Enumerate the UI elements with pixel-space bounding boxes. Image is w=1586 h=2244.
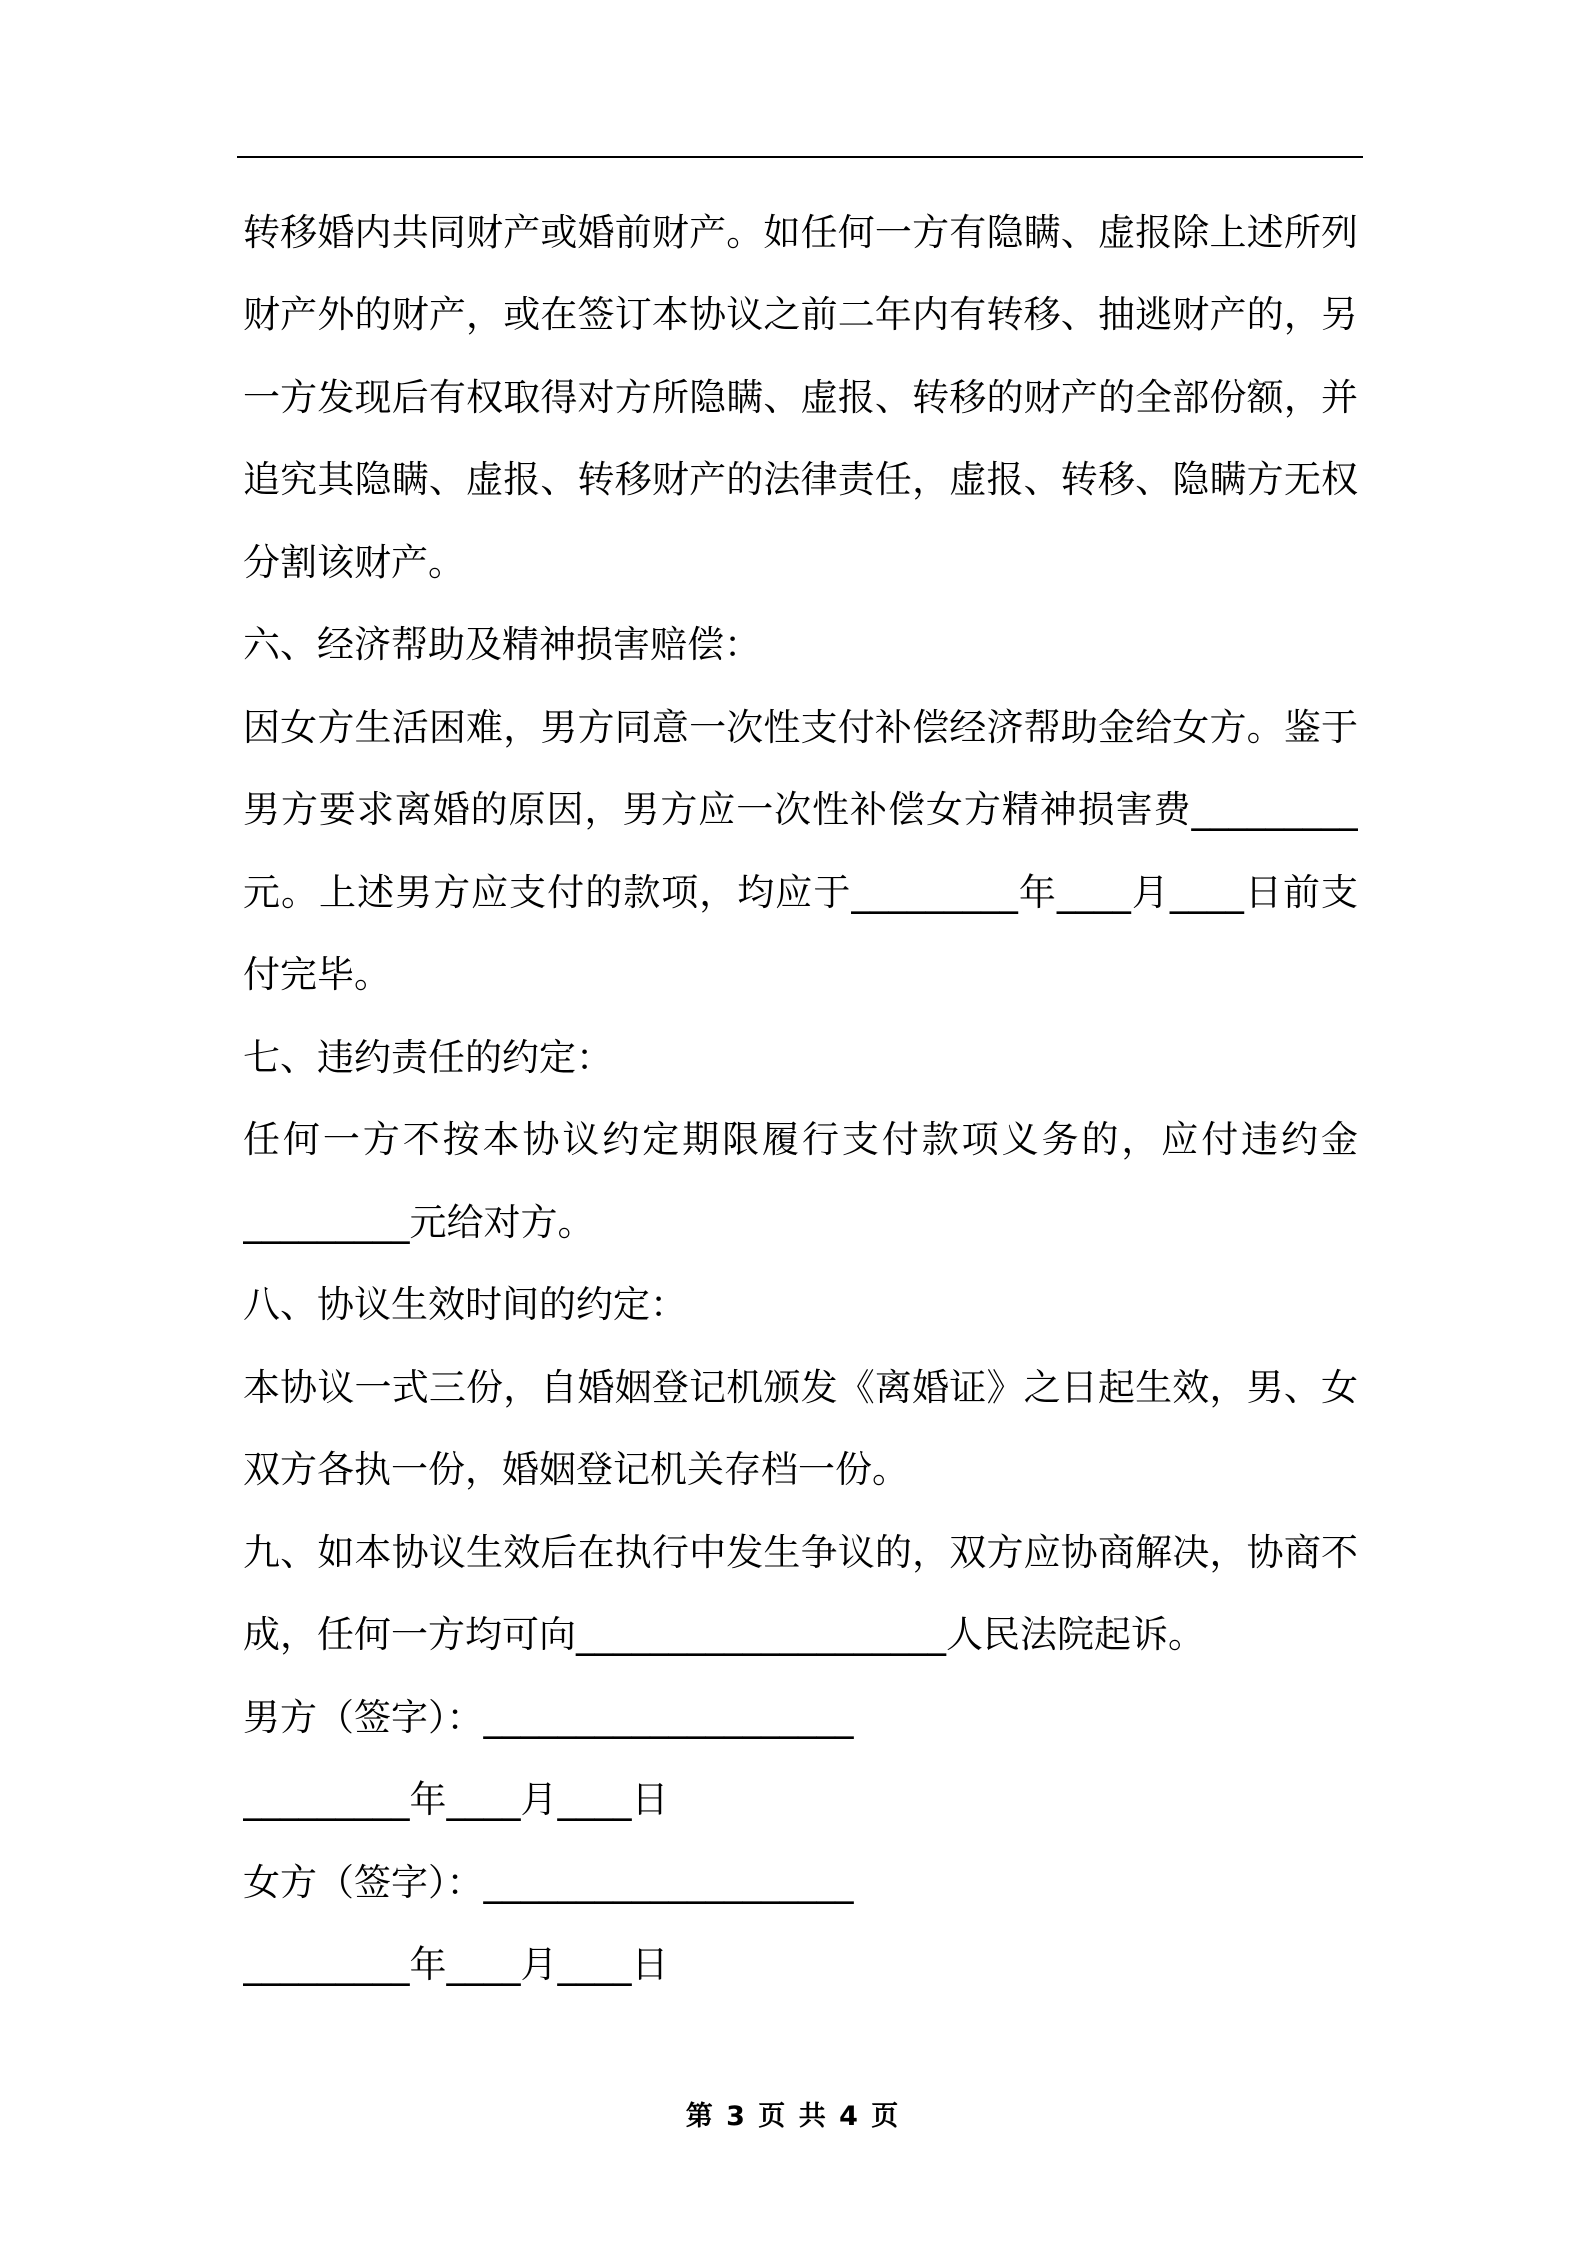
- paragraph-line: 分割该财产。: [243, 541, 465, 584]
- section-heading-6: 六、经济帮助及精神损害赔偿：: [243, 623, 761, 666]
- section-heading-9: 九、如本协议生效后在执行中发生争议的，双方应协商解决，协商不: [243, 1531, 1358, 1574]
- paragraph-line: _________元给对方。: [243, 1201, 595, 1244]
- section-heading-8: 八、协议生效时间的约定：: [243, 1283, 687, 1326]
- header-rule: [237, 156, 1363, 158]
- page-number: 第 3 页 共 4 页: [685, 2101, 901, 2132]
- paragraph-line: 一方发现后有权取得对方所隐瞒、虚报、转移的财产的全部份额，并: [243, 376, 1358, 419]
- section-heading-7: 七、违约责任的约定：: [243, 1036, 613, 1079]
- female-signature-line: 女方（签字）：____________________: [243, 1861, 854, 1904]
- paragraph-line: 付完毕。: [243, 953, 391, 996]
- paragraph-line: 本协议一式三份，自婚姻登记机颁发《离婚证》之日起生效，男、女: [243, 1366, 1358, 1409]
- paragraph-line: 元。上述男方应支付的款项，均应于_________年____月____日前支: [243, 871, 1358, 914]
- paragraph-line: 财产外的财产，或在签订本协议之前二年内有转移、抽逃财产的，另: [243, 293, 1358, 336]
- paragraph-line: 因女方生活困难，男方同意一次性支付补偿经济帮助金给女方。鉴于: [243, 706, 1358, 749]
- male-signature-date: _________年____月____日: [243, 1778, 669, 1821]
- paragraph-line: 双方各执一份，婚姻登记机关存档一份。: [243, 1448, 909, 1491]
- paragraph-line: 男方要求离婚的原因，男方应一次性补偿女方精神损害费_________: [243, 788, 1358, 831]
- paragraph-line: 追究其隐瞒、虚报、转移财产的法律责任，虚报、转移、隐瞒方无权: [243, 458, 1358, 501]
- male-signature-line: 男方（签字）：____________________: [243, 1696, 854, 1739]
- paragraph-line: 转移婚内共同财产或婚前财产。如任何一方有隐瞒、虚报除上述所列: [243, 211, 1358, 254]
- paragraph-line: 成，任何一方均可向____________________人民法院起诉。: [243, 1613, 1205, 1656]
- female-signature-date: _________年____月____日: [243, 1943, 669, 1986]
- paragraph-line: 任何一方不按本协议约定期限履行支付款项义务的，应付违约金: [243, 1118, 1358, 1161]
